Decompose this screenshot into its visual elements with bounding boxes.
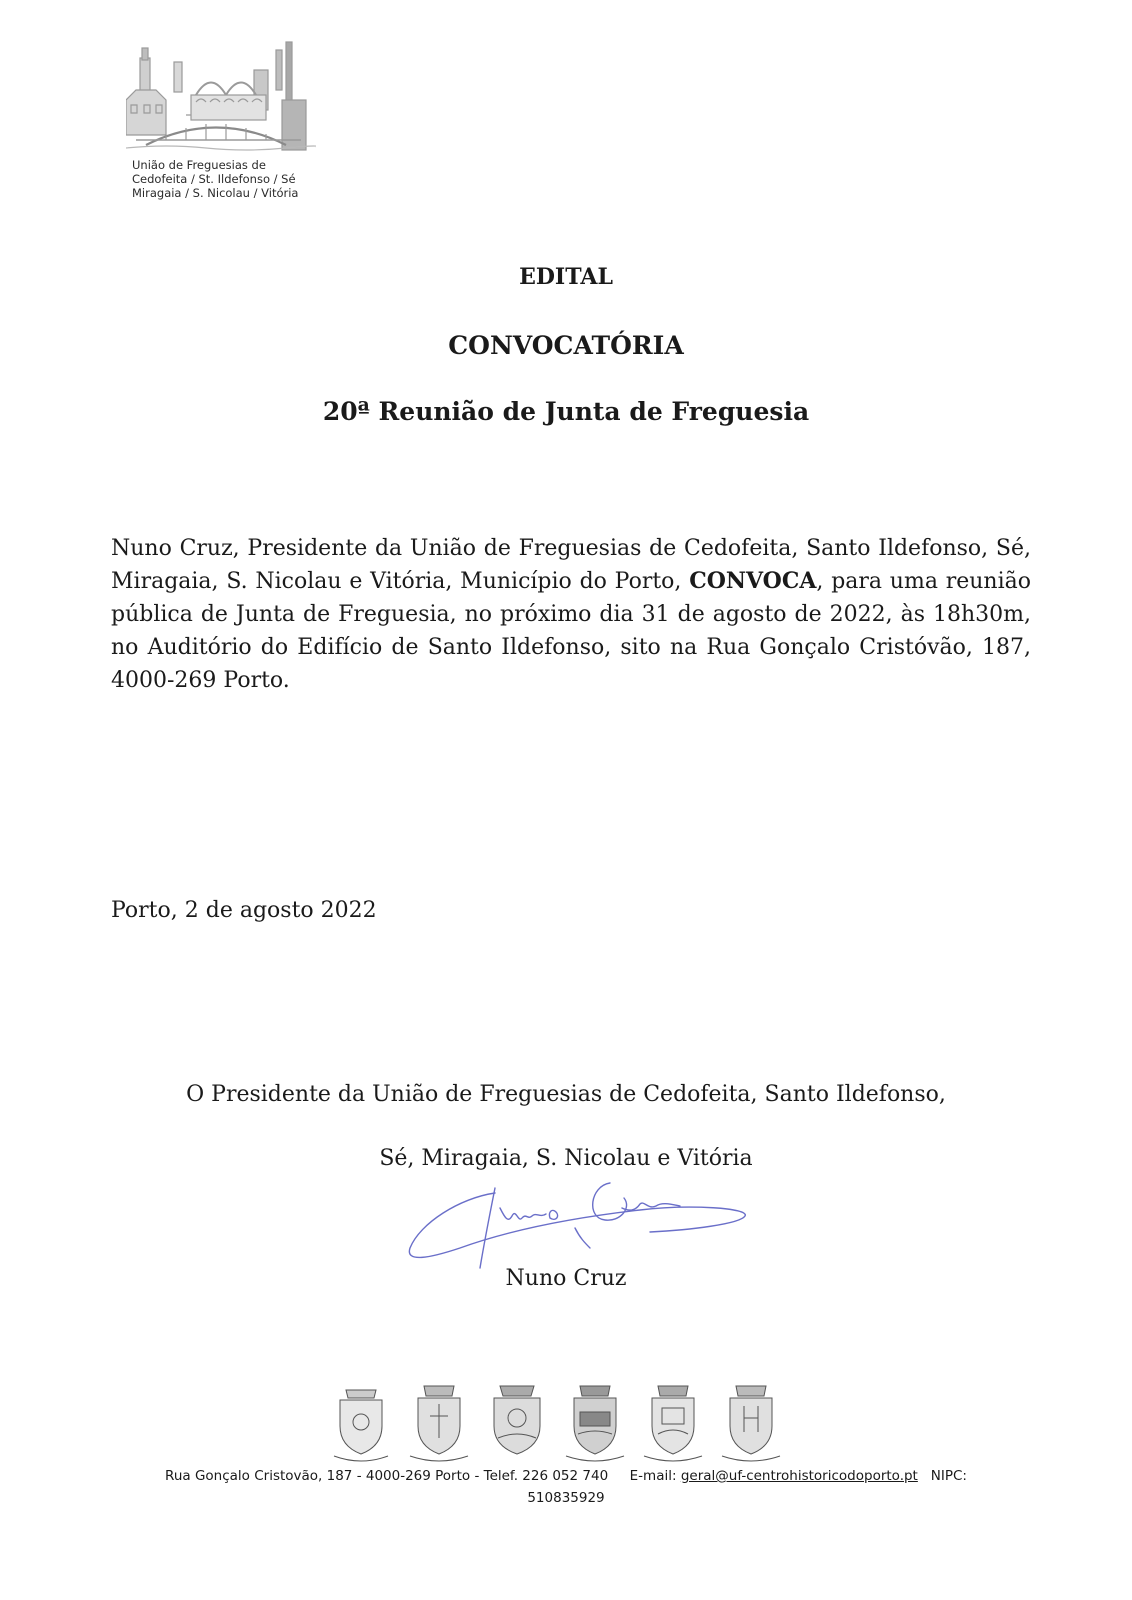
handwritten-signature-icon [400,1168,760,1278]
s-nicolau-crest-icon [642,1382,704,1462]
footer-address: Rua Gonçalo Cristovão, 187 - 4000-269 Porto - Telef. 226 052 740 [165,1468,609,1484]
union-logo-caption [132,158,298,200]
vitoria-crest-icon [720,1382,782,1462]
paragraph-emphasis: CONVOCA [689,568,817,594]
signatory-name: Nuno Cruz [505,1266,627,1291]
union-logo [126,40,316,200]
footer-email-link[interactable]: geral@uf-centrohistoricodoporto.pt [680,1468,918,1484]
document-date: Porto, 2 de agosto 2022 [111,898,377,923]
porto-skyline-logo-icon [126,40,316,155]
footer-nipc-label: NIPC: [930,1468,967,1484]
se-crest-icon [486,1382,548,1462]
paragraph-intro: Nuno Cruz, Presidente da União de Freguesias de Cedofeita, Santo Ildefonso, Sé, Miragaia, S. Nicolau e Vitória, Município do Porto, [111,536,1031,594]
cedofeita-crest-icon [330,1382,392,1462]
convocatoria-title: CONVOCATÓRIA [448,331,684,360]
paragraph-details: , para uma reunião pública de Junta de Freguesia, no próximo dia 31 de agosto de 2022, às 18h30m, no Auditório do Edifício de Santo Ildefonso, sito na Rua Gonçalo Cristóvão, 187, 4000-269 Porto. [111,569,1031,693]
logo-caption-line-1: União de Freguesias de [132,158,266,172]
footer-nipc-value: 510835929 [527,1490,605,1506]
convocation-paragraph [111,532,1031,697]
santo-ildefonso-crest-icon [408,1382,470,1462]
parish-crests [330,1382,800,1462]
footer-email-label: E-mail: [629,1468,677,1484]
miragaia-crest-icon [564,1382,626,1462]
signatory-title-line-1: O Presidente da União de Freguesias de Cedofeita, Santo Ildefonso, [186,1082,946,1107]
edital-title: EDITAL [519,264,613,290]
meeting-title: 20ª Reunião de Junta de Freguesia [322,397,810,426]
signatory-title-line-2: Sé, Miragaia, S. Nicolau e Vitória [379,1146,753,1171]
footer-contact [0,1465,1132,1509]
logo-caption-line-3: Miragaia / S. Nicolau / Vitória [132,186,299,200]
logo-caption-line-2: Cedofeita / St. Ildefonso / Sé [132,172,296,186]
